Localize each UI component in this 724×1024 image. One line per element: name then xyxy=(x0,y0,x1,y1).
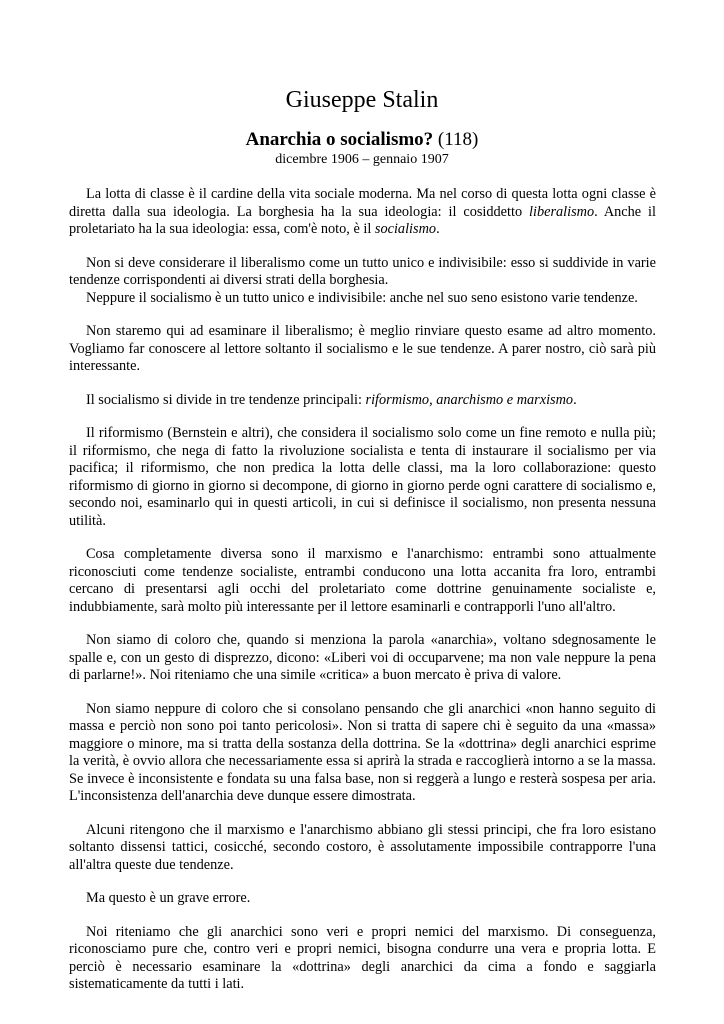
paragraph-3: Neppure il socialismo è un tutto unico e indivisibile: anche nel suo seno esistono varie tendenze. xyxy=(86,289,638,306)
paragraph-1-text-e: . xyxy=(436,221,440,237)
paragraph-5-text-c: . xyxy=(573,391,577,408)
paragraph-5 xyxy=(69,392,656,410)
paragraph-1 xyxy=(69,186,656,239)
article-title xyxy=(0,128,724,152)
paragraph-5-text-a: Il socialismo si divide in tre tendenze principali: xyxy=(86,391,366,408)
paragraph-1-text-a: La lotta di classe è il cardine della vita sociale moderna. Ma nel corso di questa lotta ogni classe è diretta dalla sua ideologia. La borghesia ha la sua ideologia: il cosiddetto xyxy=(69,186,656,220)
paragraph-10: Alcuni ritengono che il marxismo e l'anarchismo abbiano gli stessi principi, che fra loro esistano soltanto dissensi tattici, cosicché, secondo costoro, è assolutamente impossibile contrapporre l'una all'altra queste due tendenze. xyxy=(69,821,656,873)
paragraph-1-text-c: . Anche il proletariato ha la sua ideologia: essa, com'è noto, è il xyxy=(69,203,656,237)
article-dates: dicembre 1906 – gennaio 1907 xyxy=(275,152,449,167)
paragraph-12: Noi riteniamo che gli anarchici sono veri e propri nemici del marxismo. Di conseguenza, riconosciamo pure che, contro veri e propri nemici, bisogna condurre una vera e propria lotta. E perciò è necessario esaminare la «dottrina» degli anarchici da cima a fondo e saggiarla sistematicamente da tutti i lati. xyxy=(69,923,656,992)
article-body xyxy=(69,186,656,1010)
paragraph-7: Cosa completamente diversa sono il marxismo e l'anarchismo: entrambi sono attualmente riconosciuti come tendenze socialiste, entrambi conducono una lotta accanita fra loro, entrambi cercano di presentarsi agli occhi del proletariato come dottrine genuinamente socialiste e, indubbiamente, sarà molto più interessante per il lettore esaminarli e contrapporli l'uno all'altro. xyxy=(69,546,656,615)
paragraph-6: Il riformismo (Bernstein e altri), che considera il socialismo solo come un fine remoto e nulla più; il riformismo, che nega di fatto la rivoluzione socialista e tenta di instaurare il socialismo per via pacifica; il riformismo, che non predica la lotta delle classi, ma la loro collaborazione: questo riformismo di giorno in giorno si decompone, di giorno in giorno perde ogni carattere di socialismo e, secondo noi, esaminarlo qui in questi articoli, in cui si definisce il socialismo, non presenta nessuna utilità. xyxy=(69,425,656,529)
paragraph-9: Non siamo neppure di coloro che si consolano pensando che gli anarchici «non hanno seguito di massa e perciò non sono poi tanto pericolosi». Non si tratta di sapere chi è seguito da una «massa» maggiore o minore, ma si tratta della sostanza della dottrina. Se la «dottrina» degli anarchici esprime la verità, è ovvio allora che necessariamente essa si aprirà la strada e raccoglierà intorno a se la massa. Se invece è inconsistente e fondata su una falsa base, non si reggerà a lungo e resterà sospesa per aria. L'inconsistenza dell'anarchia deve dunque essere dimostrata. xyxy=(69,700,656,804)
article-title-main: Anarchia o socialismo? xyxy=(245,129,434,150)
paragraph-5-tendencies: riformismo, anarchismo e marxismo xyxy=(365,391,574,408)
paragraph-11: Ma questo è un grave errore. xyxy=(86,890,251,906)
paragraph-1-term-liberalismo: liberalismo xyxy=(529,203,595,220)
paragraph-1-term-socialismo: socialismo xyxy=(374,221,437,237)
author-heading: Giuseppe Stalin xyxy=(285,87,439,113)
footnote-reference: (118) xyxy=(437,129,479,150)
paragraph-8: Non siamo di coloro che, quando si menziona la parola «anarchia», voltano sdegnosamente le spalle e, con un gesto di disprezzo, dicono: «Liberi voi di occuparvene; ma non vale neppure la pena di parlarne!». Noi riteniamo che una simile «critica» a buon mercato è priva di valore. xyxy=(69,632,656,683)
paragraph-2: Non si deve considerare il liberalismo come un tutto unico e indivisibile: esso si suddivide in varie tendenze corrispondenti ai diversi strati della borghesia. xyxy=(69,254,656,288)
paragraph-4: Non staremo qui ad esaminare il liberalismo; è meglio rinviare questo esame ad altro momento. Vogliamo far conoscere al lettore soltanto il socialismo e le sue tendenze. A parer nostro, ciò sarà più interessante. xyxy=(69,323,656,374)
